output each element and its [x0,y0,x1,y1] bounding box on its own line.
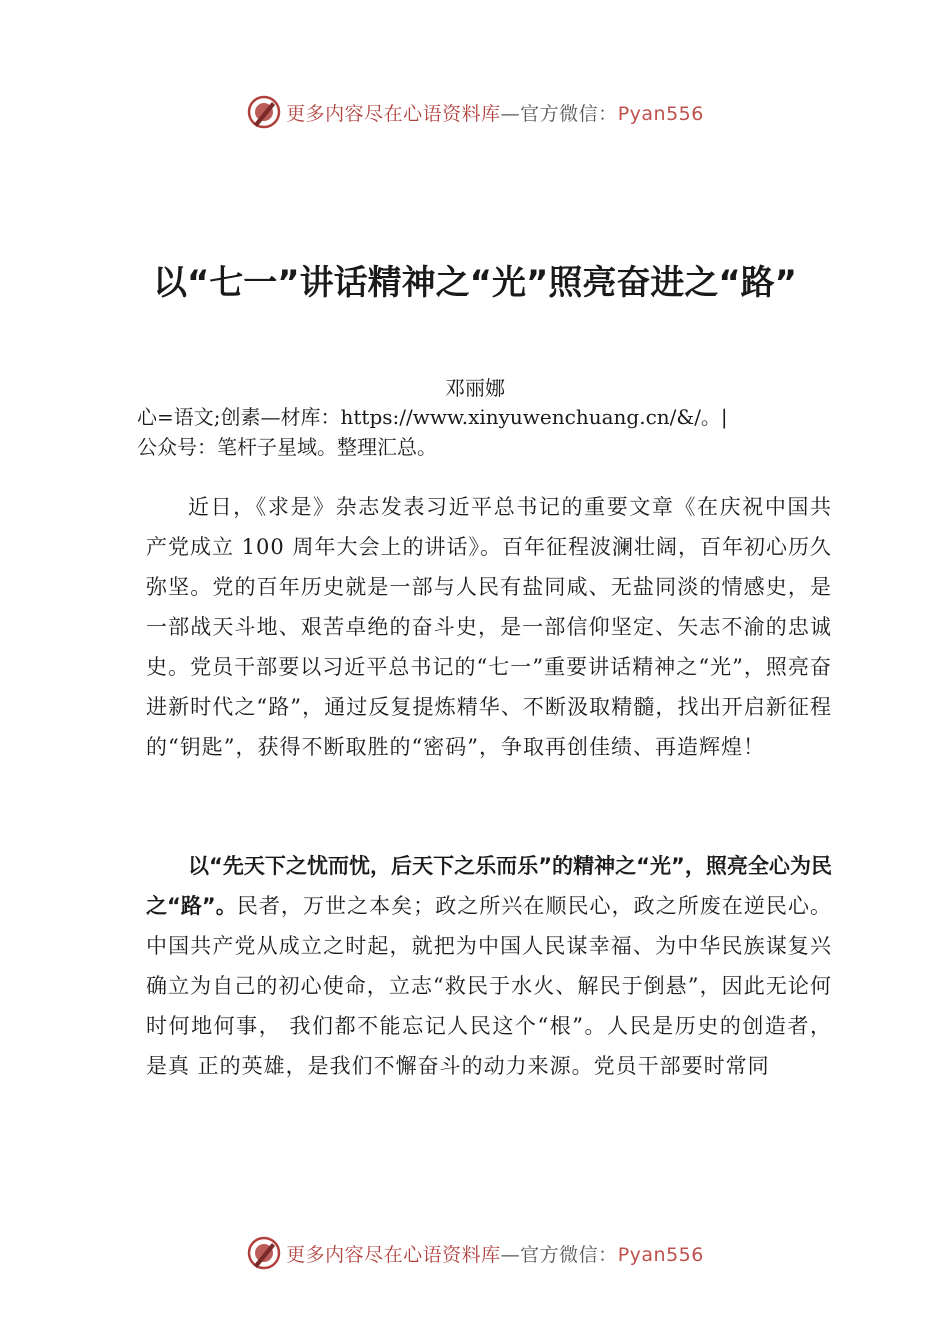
wechat-id: Pyan556 [617,1243,704,1266]
article-title: 以“七一”讲话精神之“光”照亮奋进之“路” [152,263,798,303]
pen-logo-icon [246,94,282,130]
paragraph-2-heading: 以“先天下之忧而忧，后天下之乐而乐”的精神之“光”，照亮全心为民之“路”。 [146,854,832,918]
source-note [137,402,837,462]
paragraph-2 [146,846,832,1086]
article-author: 邓丽娜 [445,376,505,400]
pen-logo-icon [246,1235,282,1271]
paragraph-2-body: 民者，万世之本矣；政之所兴在顺民心，政之所废在逆民心。中国共产党从成立之时起，就把为中国人民谋幸福、为中华民族谋复兴确立为自己的初心使命，立志“救民于水火、解民于倒悬”，因此无论何时何地何事， 我们都不能忘记人民这个“根”。人民是历史的创造者，是真 正的英雄，是我们不懈奋斗的动力来源。党员干部要时常同 [146,894,832,1078]
source-line-2: 公众号：笔杆子星域。整理汇总。 [137,435,437,459]
wechat-id: Pyan556 [617,102,704,125]
paragraph-1: 近日，《求是》杂志发表习近平总书记的重要文章《在庆祝中国共产党成立 100 周年大会上的讲话》。百年征程波澜壮阔，百年初心历久弥坚。党的百年历史就是一部与人民有盐同咸、无盐同淡的情感史，是一部战天斗地、艰苦卓绝的奋斗史，是一部信仰坚定、矢志不渝的忠诚史。党员干部要以习近平总书记的“七一”重要讲话精神之“光”，照亮奋进新时代之“路”，通过反复提炼精华、不断汲取精髓，找出开启新征程的“钥匙”，获得不断取胜的“密码”，争取再创佳绩、再造辉煌！ [146,495,832,759]
footer-banner [0,1233,950,1273]
header-banner-text: 更多内容尽在心语资料库—官方微信：Pyan556 [286,102,704,125]
source-line-1: 心=语文;创素—材库：https://www.xinyuwenchuang.cn/&/。| [137,405,728,429]
header-banner [0,92,950,132]
footer-banner-text: 更多内容尽在心语资料库—官方微信：Pyan556 [286,1243,704,1266]
